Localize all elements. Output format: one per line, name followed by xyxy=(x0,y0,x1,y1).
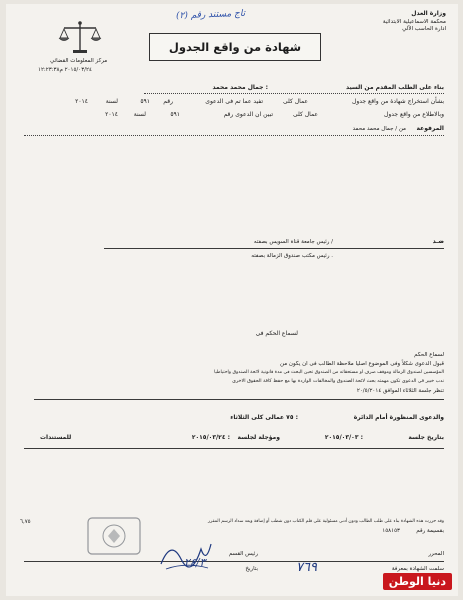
rule xyxy=(104,248,444,249)
circuit-value: : ٧٥ عمالى كلى الثلاثاء xyxy=(230,414,298,421)
document-title: شهادة من واقع الجدول xyxy=(149,33,321,61)
case-year: ٢٠١٤ xyxy=(105,111,118,118)
case-year: ٢٠١٤ xyxy=(75,98,88,105)
ledger-review-label: وبالاطلاع من واقع جدول xyxy=(384,111,444,118)
dotted-rule xyxy=(144,93,444,94)
judgment-line: قبول الدعوى شكلاً وفى الموضوع اصليا ملاحظة الطالب فى ان يكون من xyxy=(280,361,444,367)
receipt-label: بقسيمة رقم xyxy=(416,528,444,534)
handwritten-document-number: تاج مستند رقم (٢) xyxy=(175,8,246,22)
request-label: بناء على الطلب المقدم من السيد xyxy=(346,84,444,91)
year-label: لسنة xyxy=(133,111,146,118)
section-head-label: رئيس القسم xyxy=(228,551,258,557)
scales-of-justice-icon xyxy=(58,20,102,58)
session-date-label: بتاريخ جلسة xyxy=(408,434,444,441)
ledger-type: عمال كلى xyxy=(283,98,308,105)
delivered-by-label: سلمت الشهادة بمعرفة xyxy=(391,566,444,572)
case-number-label: رقم xyxy=(163,98,173,105)
rule xyxy=(24,448,444,449)
info-center-label: مركز المعلومات القضائي xyxy=(50,58,108,64)
print-timestamp: ٢٠١٥/٠٣/٢٤ م١٢:٢٣:٣٨ xyxy=(38,67,92,73)
judgment-line: المؤسسين لصندوق الزمالة وموقف صرف او مستحقاته من الصندوق تحين البحث فى مدة قانونية لائحة الصندوق واحتياطيا xyxy=(214,370,444,375)
adjourned-date: : ٢٠١٥/٠٣/٢٤ xyxy=(191,434,230,441)
official-stamp-icon xyxy=(86,516,142,560)
department-name: ادارة الحاسب الآلي xyxy=(402,26,446,32)
delivery-date-label: بتاريخ xyxy=(245,566,258,572)
session-date: : ٢٠١٥/٠٣/٠٣ xyxy=(324,434,363,441)
certification-text: وقد حررت هذه الشهادة بناء على طلب الطالب ودون أدنى مسئولية على قلم الكتاب دون شطب أو إضافة وبعد سداد الرسم المقرر xyxy=(208,519,444,524)
handwritten-number: ٧٦٩ xyxy=(296,560,317,575)
against-label: ضـد xyxy=(432,238,444,245)
circuit-label: والدعوى المنظورة أمام الدائرة xyxy=(353,414,444,421)
filed-by-label: المرفوعة xyxy=(416,125,444,132)
watermark-logo: دنيا الوطن xyxy=(383,573,452,590)
court-name: محكمة الاسماعيلية الابتدائية xyxy=(382,19,446,25)
judgment-heading: لسماع الحكم فى xyxy=(255,330,298,337)
handwritten-date: ٢٤/٣ xyxy=(184,556,206,569)
request-subject: بشأن استخراج شهادة من واقع جدول xyxy=(352,98,444,105)
rule xyxy=(24,561,444,562)
rule xyxy=(34,399,444,400)
signature-icon xyxy=(156,534,216,578)
ministry-name: وزارة العدل xyxy=(411,10,446,17)
case-number: ٥٩١ xyxy=(140,98,150,105)
defendant-university-president: / رئيس جامعة قناة السويس بصفته xyxy=(253,239,333,245)
adjourned-label: ومؤجلة لجلسة xyxy=(237,434,280,441)
defendant-fund-head: . رئيس مكتب صندوق الزمالة بصفته xyxy=(251,253,333,259)
judgment-line: تنظر جلسة الثلاثاء الموافق ٢٠/٥/٢٠١٤ xyxy=(356,388,444,394)
receipt-number: ١٥٨١٥٣ xyxy=(382,528,400,534)
documents-label: للمستندات xyxy=(40,434,72,441)
judgment-line: لسماع الحكم xyxy=(414,352,444,358)
request-purpose: تفيد عما تم فى الدعوى xyxy=(205,98,263,105)
plaintiff-name: من / جمال محمد محمد xyxy=(352,126,406,132)
finding-label: تبين ان الدعوى رقم xyxy=(223,111,273,118)
editor-label: المحرر xyxy=(428,551,444,557)
ledger-type: عمال كلى xyxy=(293,111,318,118)
fee-amount: ٦,٧٥ xyxy=(20,519,31,525)
year-label: لسنة xyxy=(105,98,118,105)
applicant-name: : جمال محمد محمد xyxy=(212,84,268,91)
judgment-line: ندب خبير فى الدعوى تكون مهمته بحث لائحة الصندوق والمخالفات الواردة بها مع حفظ كافة الحقوق الاخرى xyxy=(232,379,444,384)
case-number: ٥٩١ xyxy=(170,111,180,118)
dotted-rule xyxy=(24,135,444,136)
document-page xyxy=(6,4,458,596)
